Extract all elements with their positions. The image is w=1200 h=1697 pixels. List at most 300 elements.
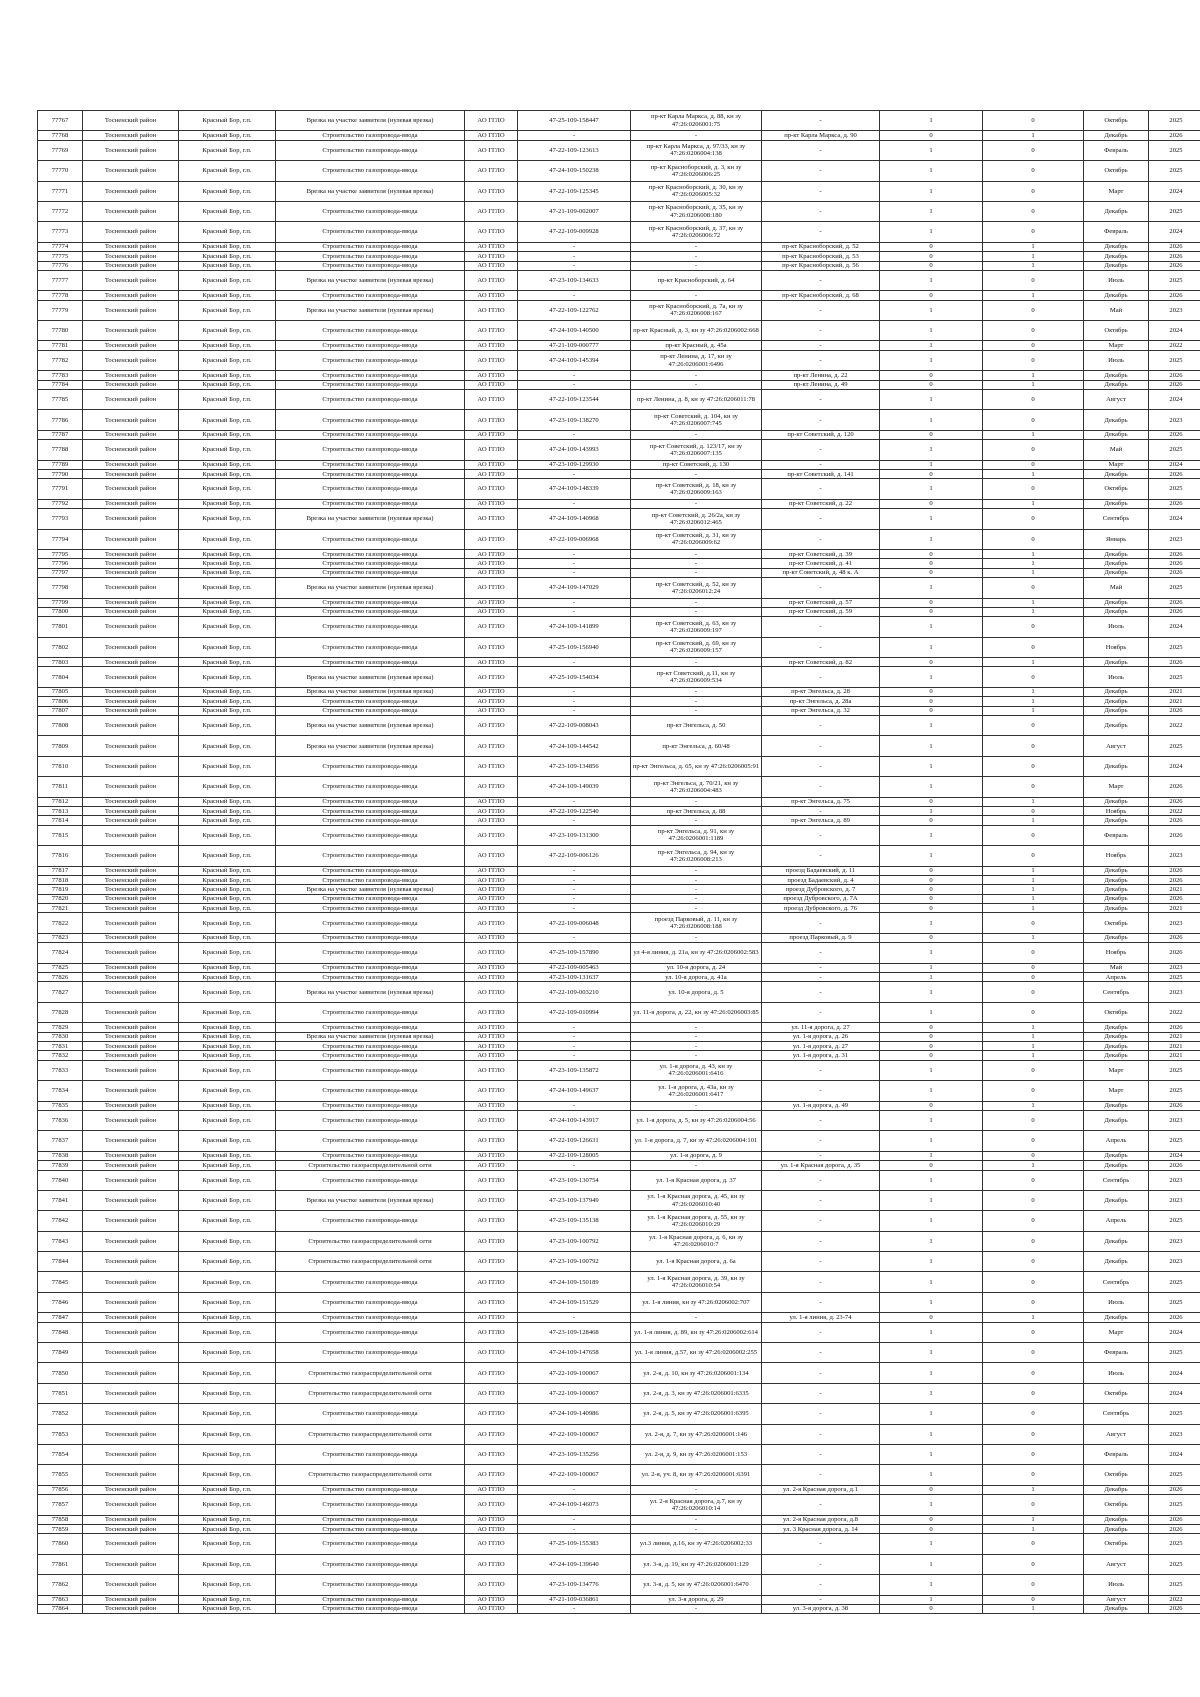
- cell-settlement: Красный Бор, г.п.: [179, 1023, 276, 1032]
- cell-settlement: Красный Бор, г.п.: [179, 716, 276, 736]
- cell-month: Май: [1084, 578, 1149, 598]
- cell-organization: АО ГГЛО: [465, 716, 518, 736]
- cell-month: Декабрь: [1084, 1051, 1149, 1060]
- cell-row-number: 77860: [38, 1534, 83, 1554]
- cell-plan-count-a: 1: [880, 1322, 983, 1342]
- cell-district: Тосненский район: [83, 697, 179, 706]
- cell-month: Ноябрь: [1084, 806, 1149, 815]
- cell-address-planned: -: [762, 756, 880, 776]
- cell-address-planned: -: [762, 1554, 880, 1574]
- cell-month: Декабрь: [1084, 430, 1149, 439]
- cell-settlement: Красный Бор, г.п.: [179, 1131, 276, 1151]
- cell-address-planned: пр-кт Энгельса, д. 75: [762, 797, 880, 806]
- cell-settlement: Красный Бор, г.п.: [179, 469, 276, 478]
- cell-row-number: 77784: [38, 380, 83, 389]
- cell-plan-count-b: 0: [983, 460, 1084, 469]
- cell-month: Декабрь: [1084, 1032, 1149, 1041]
- cell-address-planned: -: [762, 1595, 880, 1604]
- cell-application-number: 47-25-109-155383: [518, 1534, 631, 1554]
- cell-address-planned: -: [762, 1272, 880, 1292]
- cell-row-number: 77771: [38, 181, 83, 201]
- cell-address-planned: -: [762, 1292, 880, 1312]
- cell-application-number: -: [518, 1023, 631, 1032]
- cell-plan-count-b: 1: [983, 1524, 1084, 1533]
- cell-district: Тосненский район: [83, 866, 179, 875]
- cell-application-number: 47-24-109-147658: [518, 1343, 631, 1363]
- cell-plan-count-b: 0: [983, 913, 1084, 933]
- cell-year: 2023: [1149, 1424, 1200, 1444]
- cell-month: Декабрь: [1084, 875, 1149, 884]
- table-row: [38, 1032, 1200, 1041]
- cell-application-number: -: [518, 131, 631, 140]
- cell-plan-count-b: 1: [983, 380, 1084, 389]
- cell-organization: АО ГГЛО: [465, 1534, 518, 1554]
- cell-application-number: -: [518, 607, 631, 616]
- cell-settlement: Красный Бор, г.п.: [179, 410, 276, 430]
- cell-month: Август: [1084, 1424, 1149, 1444]
- table-row: [38, 410, 1200, 430]
- cell-settlement: Красный Бор, г.п.: [179, 1060, 276, 1080]
- cell-plan-count-b: 0: [983, 161, 1084, 181]
- cell-address-cadastral: -: [631, 697, 762, 706]
- cell-month: Май: [1084, 300, 1149, 320]
- cell-plan-count-a: 1: [880, 321, 983, 341]
- cell-plan-count-b: 0: [983, 181, 1084, 201]
- cell-work-type: Строительство газопровода-ввода: [276, 1534, 465, 1554]
- cell-settlement: Красный Бор, г.п.: [179, 1424, 276, 1444]
- cell-district: Тосненский район: [83, 1554, 179, 1574]
- cell-plan-count-b: 0: [983, 1081, 1084, 1101]
- cell-year: 2025: [1149, 1131, 1200, 1151]
- cell-district: Тосненский район: [83, 756, 179, 776]
- cell-district: Тосненский район: [83, 222, 179, 242]
- cell-district: Тосненский район: [83, 1404, 179, 1424]
- cell-plan-count-a: 1: [880, 1343, 983, 1363]
- cell-district: Тосненский район: [83, 371, 179, 380]
- cell-application-number: 47-22-109-009928: [518, 222, 631, 242]
- works-table-body: [38, 111, 1200, 1614]
- cell-row-number: 77782: [38, 350, 83, 370]
- cell-address-cadastral: пр-кт Красноборский, д. 3, кн зу 47:26:0206006:25: [631, 161, 762, 181]
- cell-row-number: 77799: [38, 598, 83, 607]
- table-row: [38, 716, 1200, 736]
- table-row: [38, 341, 1200, 350]
- cell-row-number: 77859: [38, 1524, 83, 1533]
- cell-settlement: Красный Бор, г.п.: [179, 111, 276, 131]
- cell-year: 2026: [1149, 242, 1200, 251]
- cell-settlement: Красный Бор, г.п.: [179, 1383, 276, 1403]
- cell-organization: АО ГГЛО: [465, 559, 518, 568]
- cell-organization: АО ГГЛО: [465, 350, 518, 370]
- cell-address-planned: пр-кт Энгельса, д. 28а: [762, 697, 880, 706]
- cell-settlement: Красный Бор, г.п.: [179, 549, 276, 558]
- cell-plan-count-a: 0: [880, 904, 983, 913]
- cell-plan-count-a: 0: [880, 866, 983, 875]
- cell-address-cadastral: ул. 1-я Красная дорога, д. 6, кн зу 47:26:0206010:7: [631, 1231, 762, 1251]
- table-row: [38, 1252, 1200, 1272]
- cell-work-type: Строительство газопровода-ввода: [276, 963, 465, 972]
- cell-district: Тосненский район: [83, 1101, 179, 1110]
- cell-organization: АО ГГЛО: [465, 270, 518, 290]
- table-row: [38, 943, 1200, 963]
- cell-address-planned: -: [762, 1534, 880, 1554]
- cell-row-number: 77780: [38, 321, 83, 341]
- cell-district: Тосненский район: [83, 736, 179, 756]
- cell-settlement: Красный Бор, г.п.: [179, 321, 276, 341]
- works-table: [37, 110, 1200, 1614]
- cell-row-number: 77841: [38, 1190, 83, 1210]
- cell-month: Март: [1084, 341, 1149, 350]
- cell-plan-count-b: 0: [983, 756, 1084, 776]
- cell-work-type: Строительство газопровода-ввода: [276, 943, 465, 963]
- cell-organization: АО ГГЛО: [465, 1161, 518, 1170]
- cell-settlement: Красный Бор, г.п.: [179, 270, 276, 290]
- cell-settlement: Красный Бор, г.п.: [179, 667, 276, 687]
- cell-address-cadastral: -: [631, 1023, 762, 1032]
- cell-year: 2025: [1149, 161, 1200, 181]
- cell-district: Тосненский район: [83, 578, 179, 598]
- cell-row-number: 77786: [38, 410, 83, 430]
- table-row: [38, 559, 1200, 568]
- cell-address-planned: -: [762, 300, 880, 320]
- cell-district: Тосненский район: [83, 1042, 179, 1051]
- cell-plan-count-b: 0: [983, 300, 1084, 320]
- cell-plan-count-a: 1: [880, 390, 983, 410]
- cell-month: Февраль: [1084, 140, 1149, 160]
- cell-application-number: 47-21-109-036861: [518, 1595, 631, 1604]
- cell-address-cadastral: -: [631, 797, 762, 806]
- cell-month: Декабрь: [1084, 894, 1149, 903]
- table-row: [38, 866, 1200, 875]
- cell-row-number: 77819: [38, 885, 83, 894]
- cell-organization: АО ГГЛО: [465, 1081, 518, 1101]
- cell-month: Сентябрь: [1084, 982, 1149, 1002]
- cell-year: 2021: [1149, 697, 1200, 706]
- cell-year: 2026: [1149, 797, 1200, 806]
- cell-work-type: Строительство газопровода-ввода: [276, 1170, 465, 1190]
- cell-organization: АО ГГЛО: [465, 430, 518, 439]
- cell-plan-count-a: 1: [880, 1404, 983, 1424]
- table-row: [38, 1343, 1200, 1363]
- cell-address-planned: пр-кт Советский, д. 59: [762, 607, 880, 616]
- cell-work-type: Строительство газопровода-ввода: [276, 904, 465, 913]
- cell-month: Сентябрь: [1084, 1170, 1149, 1190]
- cell-district: Тосненский район: [83, 479, 179, 499]
- cell-address-cadastral: ул. 2-я, уч. 8, кн зу 47:26:0206001:6391: [631, 1465, 762, 1485]
- cell-year: 2022: [1149, 1002, 1200, 1022]
- cell-plan-count-b: 1: [983, 430, 1084, 439]
- cell-plan-count-a: 1: [880, 1151, 983, 1160]
- table-row: [38, 816, 1200, 825]
- cell-row-number: 77846: [38, 1292, 83, 1312]
- cell-month: Декабрь: [1084, 687, 1149, 696]
- cell-district: Тосненский район: [83, 816, 179, 825]
- cell-district: Тосненский район: [83, 1190, 179, 1210]
- cell-application-number: 47-24-109-146073: [518, 1495, 631, 1515]
- cell-year: 2026: [1149, 825, 1200, 845]
- cell-plan-count-a: 0: [880, 371, 983, 380]
- table-row: [38, 607, 1200, 616]
- cell-year: 2025: [1149, 1554, 1200, 1574]
- cell-year: 2026: [1149, 816, 1200, 825]
- cell-row-number: 77772: [38, 201, 83, 221]
- cell-organization: АО ГГЛО: [465, 846, 518, 866]
- table-row: [38, 1101, 1200, 1110]
- cell-application-number: 47-24-109-149039: [518, 777, 631, 797]
- table-row: [38, 617, 1200, 637]
- cell-month: Декабрь: [1084, 549, 1149, 558]
- cell-plan-count-b: 1: [983, 658, 1084, 667]
- cell-plan-count-b: 0: [983, 1495, 1084, 1515]
- cell-year: 2025: [1149, 1081, 1200, 1101]
- cell-address-cadastral: пр-кт Советский, д. 123/17, кн зу 47:26:0206007:135: [631, 440, 762, 460]
- table-row: [38, 1604, 1200, 1613]
- cell-organization: АО ГГЛО: [465, 894, 518, 903]
- cell-address-planned: ул. 3-я дорога, д. 38: [762, 1604, 880, 1613]
- cell-address-planned: ул. 1-я Красная дорога, д. 35: [762, 1161, 880, 1170]
- cell-month: Декабрь: [1084, 242, 1149, 251]
- table-row: [38, 529, 1200, 549]
- cell-settlement: Красный Бор, г.п.: [179, 499, 276, 508]
- cell-row-number: 77783: [38, 371, 83, 380]
- cell-year: 2024: [1149, 509, 1200, 529]
- cell-application-number: 47-24-109-144542: [518, 736, 631, 756]
- table-row: [38, 300, 1200, 320]
- cell-address-planned: -: [762, 716, 880, 736]
- cell-organization: АО ГГЛО: [465, 1524, 518, 1533]
- cell-address-cadastral: ул. 1-я Красная дорога, д. 39, кн зу 47:26:0206010:54: [631, 1272, 762, 1292]
- cell-address-planned: -: [762, 1060, 880, 1080]
- cell-address-planned: пр-кт Ленина, д. 22: [762, 371, 880, 380]
- cell-year: 2025: [1149, 973, 1200, 982]
- cell-organization: АО ГГЛО: [465, 658, 518, 667]
- cell-row-number: 77777: [38, 270, 83, 290]
- cell-organization: АО ГГЛО: [465, 1515, 518, 1524]
- cell-settlement: Красный Бор, г.п.: [179, 756, 276, 776]
- cell-year: 2026: [1149, 1524, 1200, 1533]
- cell-address-planned: -: [762, 1322, 880, 1342]
- table-row: [38, 806, 1200, 815]
- cell-address-cadastral: -: [631, 568, 762, 577]
- cell-row-number: 77839: [38, 1161, 83, 1170]
- cell-month: Декабрь: [1084, 499, 1149, 508]
- cell-row-number: 77809: [38, 736, 83, 756]
- cell-address-cadastral: пр-кт Советский, д. 18, кн зу 47:26:0206009:163: [631, 479, 762, 499]
- table-row: [38, 658, 1200, 667]
- cell-address-cadastral: пр-кт Красноборский, д. 37, кн зу 47:26:0206006:72: [631, 222, 762, 242]
- table-row: [38, 736, 1200, 756]
- cell-district: Тосненский район: [83, 885, 179, 894]
- cell-organization: АО ГГЛО: [465, 1404, 518, 1424]
- cell-district: Тосненский район: [83, 549, 179, 558]
- cell-district: Тосненский район: [83, 777, 179, 797]
- cell-year: 2026: [1149, 371, 1200, 380]
- cell-month: Июль: [1084, 617, 1149, 637]
- cell-application-number: -: [518, 261, 631, 270]
- cell-settlement: Красный Бор, г.п.: [179, 846, 276, 866]
- cell-plan-count-a: 0: [880, 261, 983, 270]
- cell-row-number: 77793: [38, 509, 83, 529]
- cell-district: Тосненский район: [83, 410, 179, 430]
- cell-row-number: 77837: [38, 1131, 83, 1151]
- cell-address-cadastral: ул. 1-я Красная дорога, д. 6а: [631, 1252, 762, 1272]
- cell-year: 2026: [1149, 1313, 1200, 1322]
- cell-address-cadastral: -: [631, 371, 762, 380]
- cell-year: 2025: [1149, 1495, 1200, 1515]
- cell-work-type: Врезка на участке заявителя (нулевая врезка): [276, 716, 465, 736]
- cell-application-number: -: [518, 866, 631, 875]
- cell-address-planned: пр-кт Энгельса, д. 89: [762, 816, 880, 825]
- cell-district: Тосненский район: [83, 1485, 179, 1494]
- cell-year: 2025: [1149, 1211, 1200, 1231]
- cell-address-planned: ул. 3 Красная дорога, д. 14: [762, 1524, 880, 1533]
- table-row: [38, 201, 1200, 221]
- cell-address-planned: -: [762, 390, 880, 410]
- cell-month: Декабрь: [1084, 1252, 1149, 1272]
- cell-address-cadastral: ул 4-я линия, д. 21а, кн зу 47:26:0206002:583: [631, 943, 762, 963]
- cell-application-number: 47-22-109-010994: [518, 1002, 631, 1022]
- cell-application-number: 47-24-109-147029: [518, 578, 631, 598]
- cell-row-number: 77823: [38, 933, 83, 942]
- cell-plan-count-b: 0: [983, 1170, 1084, 1190]
- cell-address-cadastral: ул. 11-я дорога, д. 22, кн зу 47:26:0206003:85: [631, 1002, 762, 1022]
- cell-settlement: Красный Бор, г.п.: [179, 1161, 276, 1170]
- cell-work-type: Строительство газопровода-ввода: [276, 1404, 465, 1424]
- cell-year: 2026: [1149, 598, 1200, 607]
- cell-work-type: Строительство газопровода-ввода: [276, 222, 465, 242]
- cell-application-number: 47-22-109-003210: [518, 982, 631, 1002]
- cell-address-cadastral: -: [631, 131, 762, 140]
- cell-address-planned: проезд Дубровского, д. 7А: [762, 894, 880, 903]
- cell-address-cadastral: пр-кт Красноборский, д. 64: [631, 270, 762, 290]
- cell-settlement: Красный Бор, г.п.: [179, 261, 276, 270]
- cell-year: 2026: [1149, 1023, 1200, 1032]
- cell-settlement: Красный Бор, г.п.: [179, 131, 276, 140]
- cell-address-planned: -: [762, 982, 880, 1002]
- cell-organization: АО ГГЛО: [465, 913, 518, 933]
- cell-address-planned: -: [762, 509, 880, 529]
- cell-plan-count-b: 0: [983, 140, 1084, 160]
- cell-month: Декабрь: [1084, 1485, 1149, 1494]
- cell-address-cadastral: пр-кт Энгельса, д. 65, кн зу 47:26:0206005:91: [631, 756, 762, 776]
- cell-year: 2023: [1149, 1252, 1200, 1272]
- cell-district: Тосненский район: [83, 111, 179, 131]
- cell-organization: АО ГГЛО: [465, 1292, 518, 1312]
- table-row: [38, 469, 1200, 478]
- cell-address-planned: -: [762, 1383, 880, 1403]
- cell-year: 2025: [1149, 201, 1200, 221]
- cell-row-number: 77775: [38, 252, 83, 261]
- cell-district: Тосненский район: [83, 1231, 179, 1251]
- cell-organization: АО ГГЛО: [465, 1595, 518, 1604]
- cell-address-cadastral: -: [631, 242, 762, 251]
- cell-row-number: 77796: [38, 559, 83, 568]
- table-row: [38, 1485, 1200, 1494]
- cell-row-number: 77821: [38, 904, 83, 913]
- cell-settlement: Красный Бор, г.п.: [179, 736, 276, 756]
- cell-organization: АО ГГЛО: [465, 697, 518, 706]
- cell-district: Тосненский район: [83, 201, 179, 221]
- cell-plan-count-b: 1: [983, 1023, 1084, 1032]
- cell-month: Февраль: [1084, 1444, 1149, 1464]
- cell-application-number: 47-25-109-156940: [518, 637, 631, 657]
- cell-work-type: Строительство газопровода-ввода: [276, 866, 465, 875]
- cell-plan-count-b: 0: [983, 509, 1084, 529]
- cell-application-number: 47-22-109-125345: [518, 181, 631, 201]
- cell-year: 2023: [1149, 300, 1200, 320]
- cell-address-cadastral: пр-кт Советский, д. 26/2а, кн зу 47:26:0206012:465: [631, 509, 762, 529]
- cell-year: 2026: [1149, 430, 1200, 439]
- cell-plan-count-a: 1: [880, 806, 983, 815]
- cell-row-number: 77852: [38, 1404, 83, 1424]
- cell-organization: АО ГГЛО: [465, 479, 518, 499]
- cell-address-planned: -: [762, 460, 880, 469]
- cell-plan-count-a: 0: [880, 894, 983, 903]
- cell-address-planned: проезд Бадаевский, д. 4: [762, 875, 880, 884]
- table-row: [38, 687, 1200, 696]
- cell-month: Февраль: [1084, 222, 1149, 242]
- cell-row-number: 77781: [38, 341, 83, 350]
- table-row: [38, 1383, 1200, 1403]
- cell-settlement: Красный Бор, г.п.: [179, 509, 276, 529]
- cell-settlement: Красный Бор, г.п.: [179, 222, 276, 242]
- cell-month: Декабрь: [1084, 866, 1149, 875]
- cell-row-number: 77800: [38, 607, 83, 616]
- cell-application-number: -: [518, 1604, 631, 1613]
- table-row: [38, 1170, 1200, 1190]
- cell-application-number: 47-23-109-100792: [518, 1231, 631, 1251]
- cell-row-number: 77802: [38, 637, 83, 657]
- cell-organization: АО ГГЛО: [465, 1444, 518, 1464]
- cell-organization: АО ГГЛО: [465, 1002, 518, 1022]
- cell-application-number: -: [518, 885, 631, 894]
- cell-district: Тосненский район: [83, 598, 179, 607]
- cell-address-cadastral: пр-кт Красный, д. 45а: [631, 341, 762, 350]
- cell-year: 2021: [1149, 1032, 1200, 1041]
- cell-address-cadastral: -: [631, 252, 762, 261]
- cell-plan-count-a: 0: [880, 1515, 983, 1524]
- cell-address-cadastral: ул. 1-я дорога, д. 9: [631, 1151, 762, 1160]
- cell-plan-count-b: 0: [983, 637, 1084, 657]
- cell-year: 2026: [1149, 658, 1200, 667]
- table-row: [38, 973, 1200, 982]
- cell-address-cadastral: -: [631, 1485, 762, 1494]
- cell-address-cadastral: пр-кт Энгельса, д. 94, кн зу 47:26:0206008:213: [631, 846, 762, 866]
- table-row: [38, 982, 1200, 1002]
- cell-year: 2022: [1149, 341, 1200, 350]
- cell-plan-count-a: 1: [880, 1534, 983, 1554]
- cell-month: Декабрь: [1084, 598, 1149, 607]
- cell-row-number: 77808: [38, 716, 83, 736]
- cell-district: Тосненский район: [83, 825, 179, 845]
- cell-organization: АО ГГЛО: [465, 1313, 518, 1322]
- cell-organization: АО ГГЛО: [465, 875, 518, 884]
- cell-plan-count-a: 1: [880, 617, 983, 637]
- cell-settlement: Красный Бор, г.п.: [179, 1515, 276, 1524]
- cell-plan-count-a: 0: [880, 1161, 983, 1170]
- cell-application-number: 47-25-109-158447: [518, 111, 631, 131]
- cell-plan-count-b: 0: [983, 1151, 1084, 1160]
- cell-address-planned: пр-кт Советский, д. 141: [762, 469, 880, 478]
- cell-month: Март: [1084, 1081, 1149, 1101]
- cell-plan-count-b: 1: [983, 1313, 1084, 1322]
- cell-settlement: Красный Бор, г.п.: [179, 1002, 276, 1022]
- cell-plan-count-b: 0: [983, 806, 1084, 815]
- table-row: [38, 568, 1200, 577]
- cell-plan-count-a: 0: [880, 933, 983, 942]
- cell-work-type: Строительство газопровода-ввода: [276, 242, 465, 251]
- cell-address-cadastral: пр-кт Советский, д. 104, кн зу 47:26:0206007:745: [631, 410, 762, 430]
